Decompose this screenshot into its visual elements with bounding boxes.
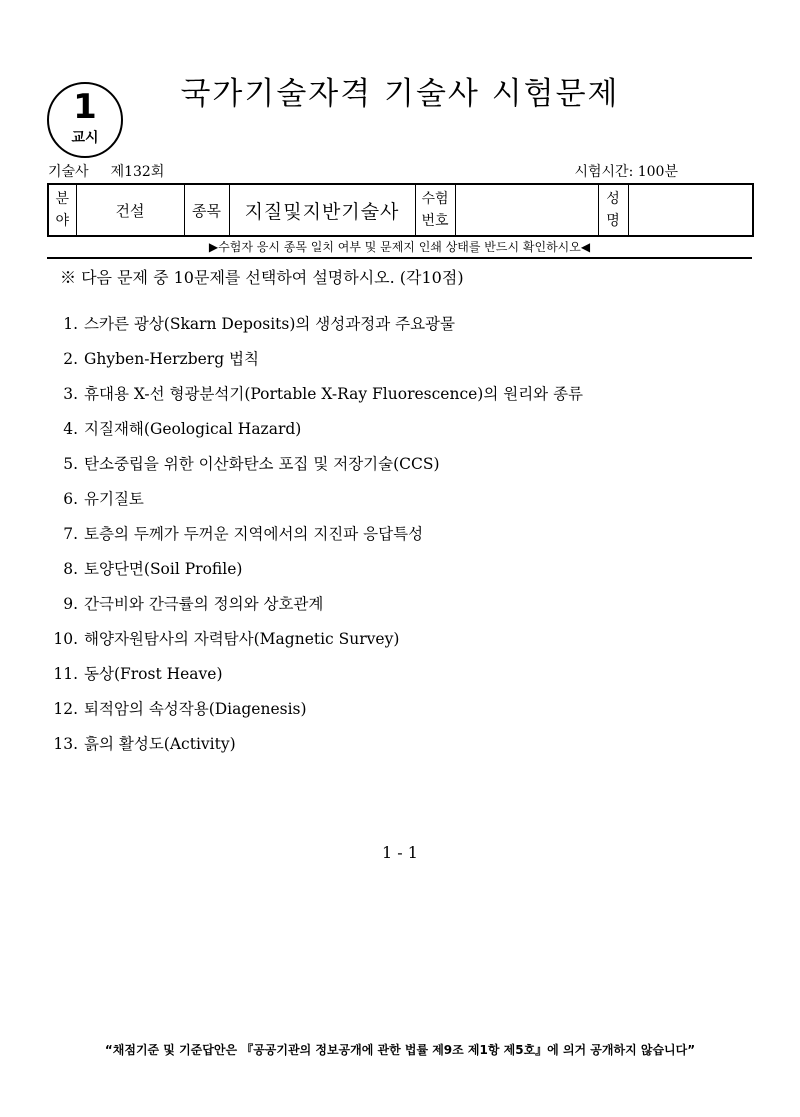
question-item: 2. Ghyben-Herzberg 법칙 <box>63 350 260 368</box>
field-label: 분 야 <box>48 184 76 236</box>
divider <box>47 257 752 259</box>
session-badge <box>47 82 123 158</box>
check-notice: ▶수험자 응시 종목 일치 여부 및 문제지 인쇄 상태를 반드시 확인하시오◀ <box>208 240 591 254</box>
exam-info-left <box>48 162 164 182</box>
question-item: 10. 해양자원탐사의 자력탐사(Magnetic Survey) <box>53 630 400 648</box>
name-label: 성 명 <box>598 184 628 236</box>
question-item: 11. 동상(Frost Heave) <box>53 665 223 683</box>
question-item: 6. 유기질토 <box>63 490 144 508</box>
question-item: 13. 흙의 활성도(Activity) <box>53 735 236 753</box>
question-item: 4. 지질재해(Geological Hazard) <box>63 420 302 438</box>
question-item: 1. 스카른 광상(Skarn Deposits)의 생성과정과 주요광물 <box>63 315 455 333</box>
exam-info-table <box>47 183 754 237</box>
question-item: 9. 간극비와 간극률의 정의와 상호관계 <box>63 595 324 613</box>
instruction-text: ※ 다음 문제 중 10문제를 선택하여 설명하시오. (각10점) <box>60 268 464 287</box>
exam-number-field[interactable] <box>455 184 598 236</box>
name-field[interactable] <box>628 184 753 236</box>
exam-category: 기술사 <box>48 164 89 180</box>
exam-time-limit: 시험시간: 100분 <box>574 164 678 180</box>
subject-value: 지질및지반기술사 <box>229 184 415 236</box>
field-value: 건설 <box>76 184 184 236</box>
question-item: 7. 토층의 두께가 두꺼운 지역에서의 지진파 응답특성 <box>63 525 424 543</box>
session-number: 1 <box>73 87 97 127</box>
footer-disclaimer: “채점기준 및 기준답안은 『공공기관의 정보공개에 관한 법률 제9조 제1항 제5호』에 의거 공개하지 않습니다” <box>104 1043 696 1057</box>
question-item: 8. 토양단면(Soil Profile) <box>63 560 243 578</box>
question-item: 3. 휴대용 X-선 형광분석기(Portable X-Ray Fluorescence)의 원리와 종류 <box>63 385 584 403</box>
page-title: 국가기술자격 기술사 시험문제 <box>180 76 620 112</box>
session-label: 교시 <box>71 130 99 146</box>
exam-number-label: 수험 번호 <box>415 184 455 236</box>
subject-label: 종목 <box>184 184 229 236</box>
question-item: 12. 퇴적암의 속성작용(Diagenesis) <box>53 700 307 718</box>
page-number: 1 - 1 <box>382 843 418 862</box>
question-list <box>48 310 583 765</box>
question-item: 5. 탄소중립을 위한 이산화탄소 포집 및 저장기술(CCS) <box>63 455 440 473</box>
exam-round: 제132회 <box>110 164 165 180</box>
